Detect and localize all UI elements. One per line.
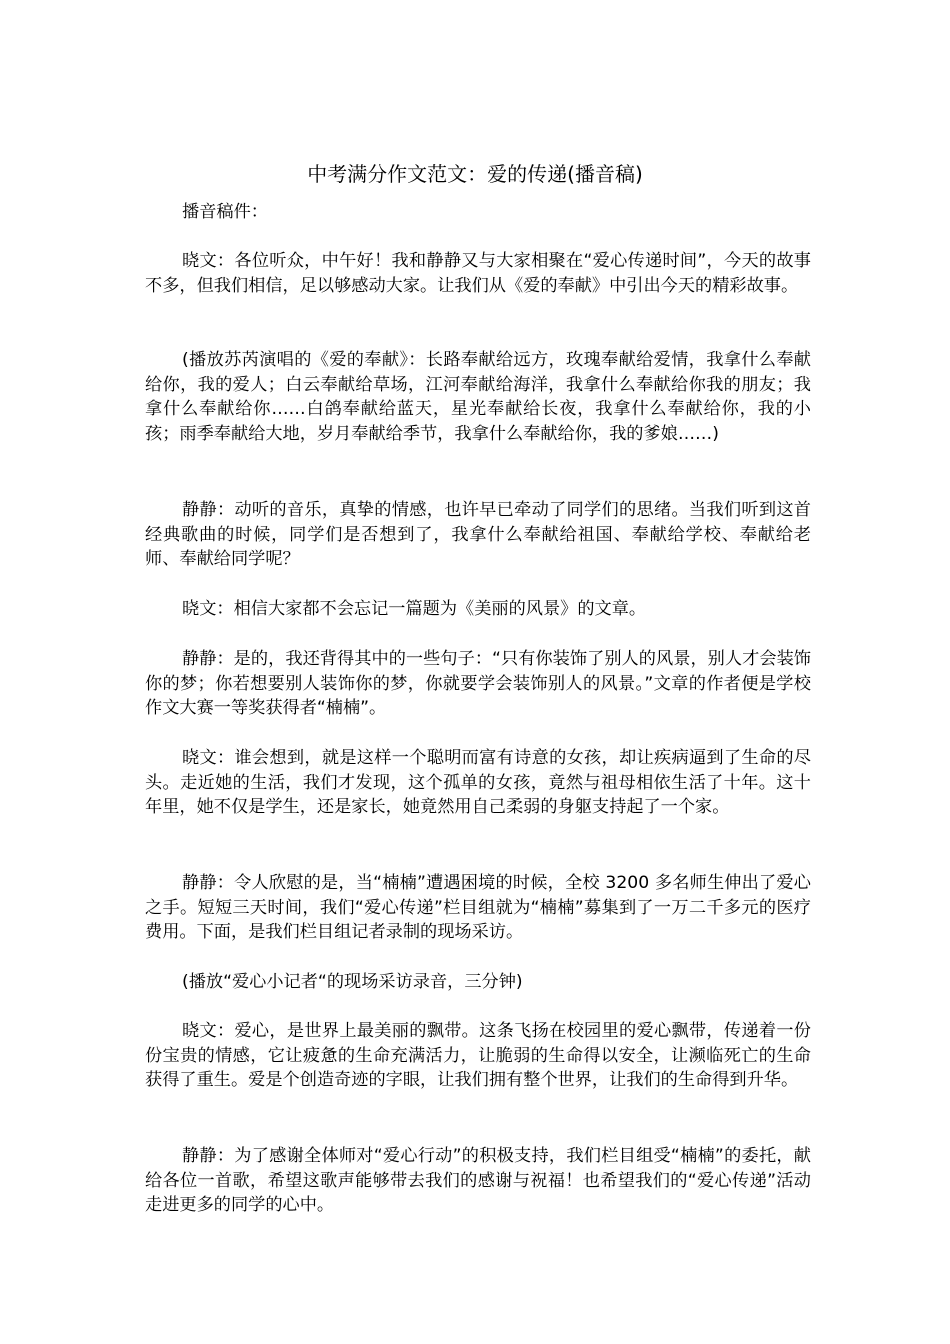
paragraph: 静静：为了感谢全体师对“爱心行动”的积极支持，我们栏目组受“楠楠”的委托，献给各位一首歌，希望这歌声能够带去我们的感谢与祝福！也希望我们的“爱心传递”活动走进更多的同学的心中。 (145, 1146, 811, 1216)
paragraph: 静静：动听的音乐，真挚的情感，也许早已牵动了同学们的思绪。当我们听到这首经典歌曲的时候，同学们是否想到了，我拿什么奉献给祖国、奉献给学校、奉献给老师、奉献给同学呢？ (145, 500, 811, 570)
paragraph: 晓文：相信大家都不会忘记一篇题为《美丽的风景》的文章。 (182, 599, 647, 619)
paragraph: 晓文：爱心，是世界上最美丽的飘带。这条飞扬在校园里的爱心飘带，传递着一份份宝贵的情感，它让疲惫的生命充满活力，让脆弱的生命得以安全，让濒临死亡的生命获得了重生。爱是个创造奇迹的字眼，让我们拥有整个世界，让我们的生命得到升华。 (145, 1021, 811, 1091)
paragraph: 静静：是的，我还背得其中的一些句子：“只有你装饰了别人的风景，别人才会装饰你的梦；你若想要别人装饰你的梦，你就要学会装饰别人的风景。”文章的作者便是学校作文大赛一等奖获得者“楠楠”。 (145, 649, 811, 719)
paragraph: (播放苏芮演唱的《爱的奉献》：长路奉献给远方，玫瑰奉献给爱情，我拿什么奉献给你，我的爱人；白云奉献给草场，江河奉献给海洋，我拿什么奉献给你我的朋友；我拿什么奉献给你……白鸽奉献给蓝天，星光奉献给长夜，我拿什么奉献给你，我的小孩；雨季奉献给大地，岁月奉献给季节，我拿什么奉献给你，我的爹娘……) (145, 350, 811, 444)
paragraph: 静静：令人欣慰的是，当“楠楠”遭遇困境的时候，全校 3200 多名师生伸出了爱心之手。短短三天时间，我们“爱心传递”栏目组就为“楠楠”募集到了一万二千多元的医疗费用。下面，是我们栏目组记者录制的现场采访。 (145, 873, 811, 943)
paragraph: (播放“爱心小记者“的现场采访录音，三分钟) (182, 972, 523, 992)
paragraph: 晓文：各位听众，中午好！我和静静又与大家相聚在“爱心传递时间”，今天的故事不多，但我们相信，足以够感动大家。让我们从《爱的奉献》中引出今天的精彩故事。 (145, 251, 811, 296)
paragraph-heading: 播音稿件： (182, 202, 268, 222)
paragraph: 晓文：谁会想到，就是这样一个聪明而富有诗意的女孩，却让疾病逼到了生命的尽头。走近她的生活，我们才发现，这个孤单的女孩，竟然与祖母相依生活了十年。这十年里，她不仅是学生，还是家长，她竟然用自己柔弱的身躯支持起了一个家。 (145, 748, 811, 818)
document-title: 中考满分作文范文：爱的传递(播音稿) (307, 162, 643, 186)
